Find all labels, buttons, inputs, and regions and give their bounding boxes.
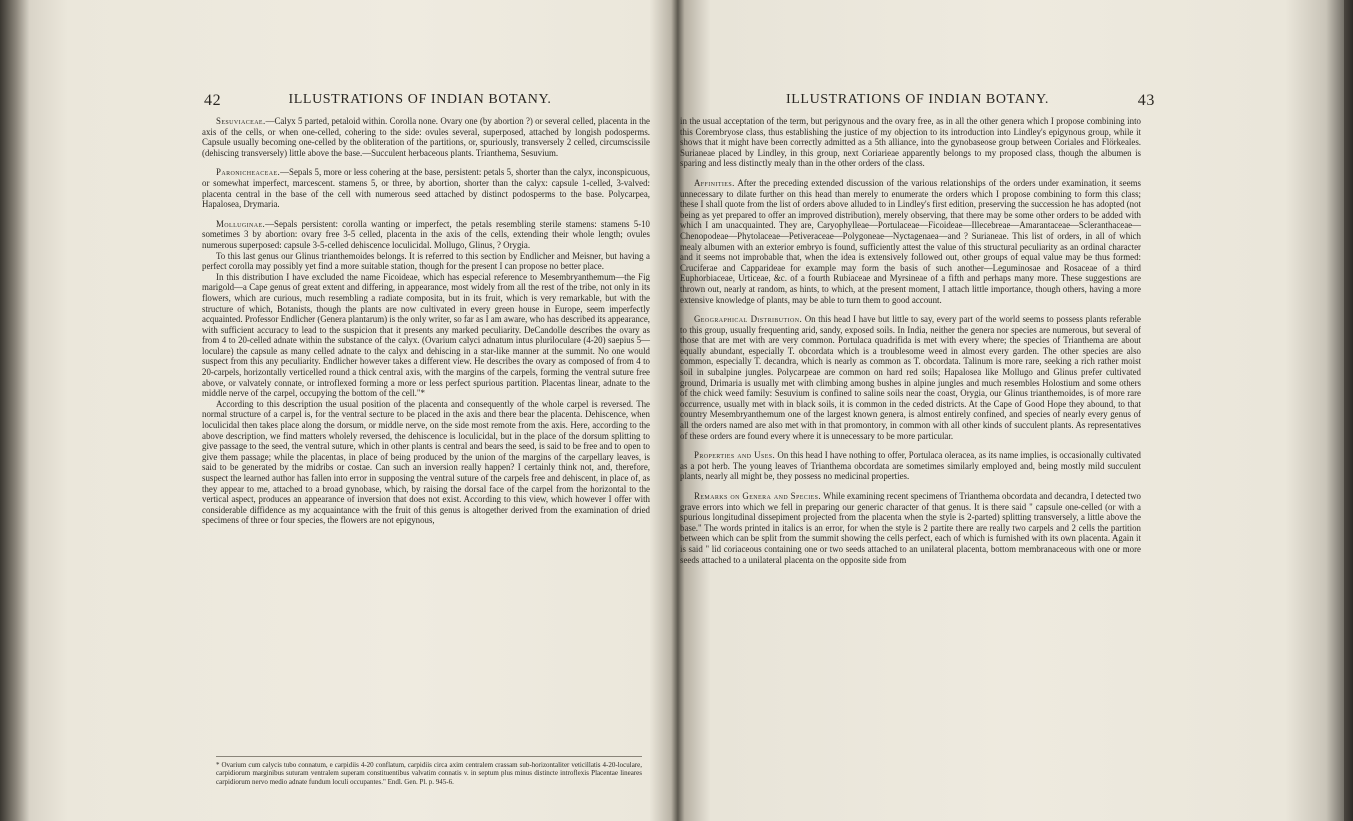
section-heading: Remarks on Genera and Species.	[694, 491, 822, 501]
book-edge	[1344, 0, 1353, 821]
paragraph-text: in the usual acceptation of the term, but perigynous and the ovary free, as in all the other genera which I propose combining into this Corembryose class, thus establishing the justice of my objection to its introduction into Lindley's epigynous group, while it shows that it might have been correctly admitted as a 5th alliance, into the gynobaseose group between Coriales and Flörkeales. Surianeae placed by Lindley, in this group, next Coriarieae apparently belongs to my proposed class, though the albumen is sparing and less distinctly mealy than in the other orders of the class.	[680, 116, 1141, 169]
page-number: 42	[204, 92, 222, 109]
footnote: * Ovarium cum calycis tubo connatum, e carpidiis 4-20 conflatum, carpidiis circa axim centralem crassam sub-horizontaliter veticillatis 4-20-loculare, carpidiorum marginibus suturam ventralem superam constituentibus valvatim connatis v. in septum plus minus distincte introflexis Placentae lineares carpidiorum nervo medio adnate fundum loculi occupantes." Endl. Gen. Pl. p. 945-6.	[216, 756, 642, 786]
paragraph	[680, 314, 1141, 441]
section-heading: Geographical Distribution.	[694, 314, 803, 325]
paragraph	[202, 219, 650, 251]
left-running-head	[190, 92, 650, 110]
left-text-body	[202, 116, 650, 526]
paragraph	[202, 116, 650, 158]
paragraph	[680, 491, 1141, 565]
section-heading: Sesuviaceae.	[216, 116, 266, 126]
paragraph	[680, 178, 1141, 305]
section-heading: Paronicheaceae.	[216, 167, 281, 178]
right-page	[680, 0, 1155, 821]
paragraph-text: In this distribution I have excluded the name Ficoideae, which has especial reference to Mesembryanthemum—the Fig marigold—a Cape genus of great extent and differing, in appearance, most widely from all the rest of the tribe, not only in its flowers, which are curious, much resembling a radiate composita, but in its fruit, which is very remarkable, but with the structure of which, Botanists, though the plants are now cultivated in every green house in Europe, seem imperfectly acquainted. Professor Endlicher (Genera plantarum) is the only writer, so far as I am aware, who has described its appearance, with sufficient accuracy to lead to the suspicion that it presents any marked peculiarity. DeCandolle describes the ovary as from 4 to 20-celled adnate within the substance of the calyx. (Ovarium calyci adnatum intus pluriloculare (4-20) saepius 5—loculare) the capsule as many celled adnate to the calyx and dehiscing in a star-like manner at the summit. No one would suspect from this any peculiarity. Endlicher however takes a different view. He describes the ovary as composed of from 4 to 20-carpels, horizontally verticelled round a thick central axis, with the margins of the carpels, forming the ventral suture free above, or valvately connate, or introflexed forming a more or less perfect spurious partition. Placentas linear, adnate to the middle nerve of the carpel, occupying the bottom of the cell."*	[202, 271, 650, 399]
right-running-head	[680, 92, 1155, 110]
section-heading: Affinities.	[694, 177, 735, 188]
paragraph	[680, 116, 1141, 169]
section-heading: Properties and Uses.	[694, 450, 776, 461]
paragraph-text: While examining recent specimens of Trianthema obcordata and decandra, I detected two grave errors into which we fell in preparing our generic character of that genus. It is there said " capsule one-celled (or with a spurious longitudinal dissepiment projected from the placenta when the style is 2-parted) splitting transversely, a little above the base." The words printed in italics is an error, for when the style is 2 partite there are really two carpels and 2 cells the partition between which can be split from the summit showing the cells perfect, each of which is furnished with its own placenta. Again it is said " lid coriaceous containing one or two seeds attached to an unilateral placenta, bottom membranaceous with one or more seeds attached to a unilateral placenta on the opposite side from	[680, 491, 1141, 565]
paragraph-text: To this last genus our Glinus trianthemoides belongs. It is referred to this section by Endlicher and Meisner, but having a perfect corolla may possibly yet find a more suitable station, though for the present I can propose no better place.	[202, 250, 650, 272]
page-number: 43	[1137, 92, 1155, 109]
section-heading: Molluginae.	[216, 218, 266, 229]
paragraph	[202, 251, 650, 272]
paragraph-text: —Calyx 5 parted, petaloid within. Corolla none. Ovary one (by abortion ?) or several celled, placenta in the axis of the cells, or when one-celled, cohering to the side: ovules several, superposed, attached by longish podosperms. Capsule usually becoming one-celled by the obliteration of the partitions, or, spuriously, transversely 2 celled, circumscissile (dehiscing transversely) little above the base.—Succulent herbaceous plants. Trianthema, Sesuvium.	[202, 116, 650, 158]
paragraph-text: On this head I have but little to say, every part of the world seems to possess plants referable to this group, usually frequenting arid, sandy, exposed soils. In India, neither the genera nor species are numerous, but several of those that are met with are very common. Portulaca quadrifida is met with every where; the species of Trianthema are about equally abundant, especially T. obcordata which is a troublesome weed in almost every garden. The other species are also common, especially T. decandra, which is nearly as common as T. obcordata. Talinum is more rare, seeking a rich rather moist soil in subalpine jungles. Polycarpeae are common on hard red soils; Hapalosea like Mollugo and Glinus prefer cultivated ground, Drimaria is usually met with climbing among bushes in alpine jungles and much resembles Holostium and some others of the chick weed family: Sesuvium is confined to saline soils near the coast, Orygia, our Glinus trianthemoides, is of more rare occurrence, usually met with in black soils, it is common in the ceded districts. At the Cape of Good Hope they abound, to that country Mesembryanthemum one of the largest known genera, is almost entirely confined, and species of nearly every genus of all the orders named are also met with in that promontory, in common with all other kinds of succulent plants. As representatives of these orders are found every where it is unnecessary to be more particular.	[680, 314, 1141, 441]
paragraph-text: —Sepals 5, more or less cohering at the base, persistent: petals 5, shorter than the calyx, inconspicuous, or somewhat imperfect, marcescent. stamens 5, or three, by abortion, shorter than the calyx: capsule 1-celled, 3-valved: placenta central in the base of the cell with numerous seed attached by distinct podosperms to the base. Polycarpea, Hapalosea, Drymaria.	[202, 167, 650, 210]
running-title: ILLUSTRATIONS OF INDIAN BOTANY.	[288, 92, 552, 107]
running-title: ILLUSTRATIONS OF INDIAN BOTANY.	[786, 92, 1049, 107]
paragraph-text: According to this description the usual position of the placenta and consequently of the whole carpel is reversed. The normal structure of a carpel is, for the ventral secture to be placed in the axis and there bear the placenta. Dehiscence, when loculicidal then takes place along the dorsum, or middle nerve, on the side most remote from the axis. Here, according to the above description, we find matters wholely reversed, the dehiscence is loculicidal, but in the place of the dorsum splitting to give passage to the seed, the ventral suture, which in other plants is central and bears the seed, is said to be free and to open to give them passage; while the placentas, in place of being produced by the union of the margins of the carpellary leaves, is said to be generated by the midribs or costae. Can such an inversion really happen? I certainly think not, and, therefore, suspect the learned author has fallen into error in supposing the ventral suture of the carpels free and dehiscent, in place of, as they appear to me, attached to a broad gynobase, which, by raising the dorsal face of the carpel from the horizontal to the vertical aspect, produces an appearance of inversion that does not exist. According to this view, which however I offer with considerable diffidence as my acquaintance with the fruit of this genus is altogether derived from the examination of dried specimens of three or four species, the flowers are not epigynous,	[202, 398, 650, 526]
paragraph	[202, 167, 650, 209]
paragraph	[680, 450, 1141, 482]
paragraph-text: After the preceding extended discussion of the various relationships of the orders under examination, it seems unnecessary to dilate further on this head than merely to enumerate the orders which I propose combining to form this class; these I shall quote from the list of orders above alluded to in Lindley's first edition, preserving the succession he has adopted (not being as yet prepared to offer an improved distribution), merely observing, that there may be some other orders to be added with which I am unacquainted. They are, Caryophylleae—Portulaceae—Ficoideae—Illecebreae—Amarantaceae—Scleranthaceae—Chenopodeae—Phytolaceae—Petiveraceae—Polygoneae—Nyctagenaea—and ? Surianeae. This list of orders, in all of which mealy albumen with an exterior embryo is found, sufficiently attest the value of this structural peculiarity as an ordinal character and it seems not improbable that, when the idea is extensively followed out, other groups of equal value may be thus formed: Cruciferae and Capparideae for example may form the basis of such another—Leguminosae and Rosaceae of a third Euphorbiaceae, Urticeae, &c. of a fourth Rubiaceae and Myrsineae of a fifth and perhaps many more. These suggestions are thrown out, nearly at random, as hints, to which, at the present moment, I attach little importance, though others, having a more extensive knowledge of plants, may be able to turn them to good account.	[680, 177, 1141, 305]
paragraph-text: —Sepals persistent: corolla wanting or imperfect, the petals resembling sterile stamens: stamens 5-10 sometimes 3 by abortion: ovary free 3-5 celled, placenta in the axis of the cells, extending their whole length; ovules numerous superposed: capsule 3-5-celled dehiscence loculicidal. Mollugo, Glinus, ? Orygia.	[202, 218, 650, 250]
right-text-body	[680, 116, 1141, 574]
paragraph	[202, 399, 650, 526]
left-page	[190, 0, 650, 821]
paragraph-text: On this head I have nothing to offer, Portulaca oleracea, as its name implies, is occasionally cultivated as a pot herb. The young leaves of Trianthema obcordata are sometimes similarly employed and, being mostly mild succulent plants, nearly all might be, they possess no medicinal properties.	[680, 450, 1141, 482]
paragraph	[202, 272, 650, 399]
